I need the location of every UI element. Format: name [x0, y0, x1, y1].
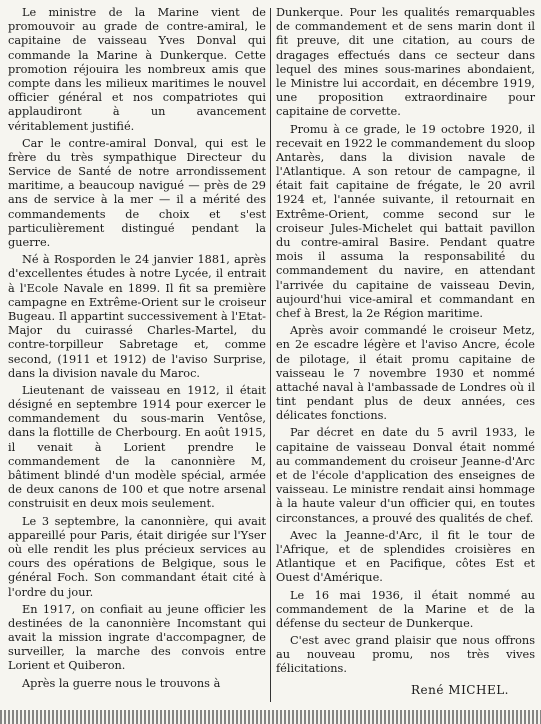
page-bottom-border: [0, 710, 541, 724]
right-column: [276, 6, 535, 697]
paragraph: En 1917, on confiait au jeune officier les destinées de la canonnière Incomstant qui avait la mission ingrate d'accompagner, de surveiller, la marche des convois entre Lorient et Quiberon.: [8, 602, 266, 673]
newspaper-article: [8, 6, 535, 706]
paragraph: Car le contre-amiral Donval, qui est le frère du très sympathique Directeur du Service de Santé de notre arrondissement maritime, a beaucoup navigué — près de 29 ans de service à la mer — il a mérité des commandements de choix et s'est particulièrement distingué pendant la guerre.: [8, 136, 266, 249]
paragraph: Le 3 septembre, la canonnière, qui avait appareillé pour Paris, était dirigée sur l'Yser où elle rendit les plus précieux services au cours des opérations de Belgique, sous le général Foch. Son commandant était cité à l'ordre du jour.: [8, 514, 266, 599]
paragraph: Le ministre de la Marine vient de promouvoir au grade de contre-amiral, le capitaine de vaisseau Yves Donval qui commande la Marine à Dunkerque. Cette promotion réjouira les nombreux amis que compte dans les milieux maritimes le nouvel officier général et nos compatriotes qui applaudiront à un avancement véritablement justifié.: [8, 6, 266, 133]
author-signature: René MICHEL.: [411, 682, 509, 697]
paragraph: Après la guerre nous le trouvons à: [22, 676, 221, 690]
paragraph: Avec la Jeanne-d'Arc, il fit le tour de l'Afrique, et de splendides croisières en Atlantique et en Pacifique, côtes Est et Ouest d'Amérique.: [276, 528, 535, 585]
column-divider: [270, 8, 271, 702]
paragraph: Par décret en date du 5 avril 1933, le capitaine de vaisseau Donval était nommé au commandement du croiseur Jeanne-d'Arc et de l'école d'application des enseignes de vaisseau. Le ministre rendait ainsi hommage à la haute valeur d'un officier qui, en toutes circonstances, a prouvé des qualités de chef.: [276, 426, 535, 525]
paragraph: C'est avec grand plaisir que nous offrons au nouveau promu, nos très vives félicitations.: [276, 634, 535, 676]
paragraph: Dunkerque. Pour les qualités remarquables de commandement et de sens marin dont il fit preuve, dit une citation, au cours de dragages effectués dans ce secteur dans lequel des mines sous-marines abondaient, le Ministre lui accordait, en décembre 1919, une proposition extraordinaire pour capitaine de corvette.: [276, 6, 535, 119]
paragraph: Né à Rosporden le 24 janvier 1881, après d'excellentes études à notre Lycée, il entrait à l'Ecole Navale en 1899. Il fit sa première campagne en Extrême-Orient sur le croiseur Bugeau. Il appartint successivement à l'Etat-Major du cuirassé Charles-Martel, du contre-torpilleur Sabretage et, comme second, (1911 et 1912) de l'aviso Surprise, dans la division navale du Maroc.: [8, 253, 266, 380]
paragraph: Le 16 mai 1936, il était nommé au commandement de la Marine et de la défense du secteur de Dunkerque.: [276, 588, 535, 630]
paragraph: Après avoir commandé le croiseur Metz, en 2e escadre légère et l'aviso Ancre, école de pilotage, il était promu capitaine de vaisseau le 7 novembre 1930 et nommé attaché naval à l'ambassade de Londres où il tint pendant plus de deux années, ces délicates fonctions.: [276, 324, 535, 423]
paragraph: Lieutenant de vaisseau en 1912, il était désigné en septembre 1914 pour exercer le commandement du sous-marin Ventôse, dans la flottille de Cherbourg. En août 1915, il venait à Lorient prendre le commandement de la canonnière M, bâtiment blindé d'un modèle spécial, armée de deux canons de 100 et que notre arsenal construisit en deux mois seulement.: [8, 383, 266, 511]
left-column: [8, 6, 266, 694]
paragraph: Promu à ce grade, le 19 octobre 1920, il recevait en 1922 le commandement du sloop Antarès, dans la division navale de l'Atlantique. A son retour de campagne, il était fait capitaine de frégate, le 20 avril 1924 et, l'année suivante, il retournait en Extrême-Orient, comme second sur le croiseur Jules-Michelet qui battait pavillon du contre-amiral Basire. Pendant quatre mois il assuma la responsabilité du commandement du navire, en attendant l'arrivée du capitaine de vaisseau Devin, aujourd'hui vice-amiral et commandant en chef à Brest, la 2e Région maritime.: [276, 122, 535, 320]
